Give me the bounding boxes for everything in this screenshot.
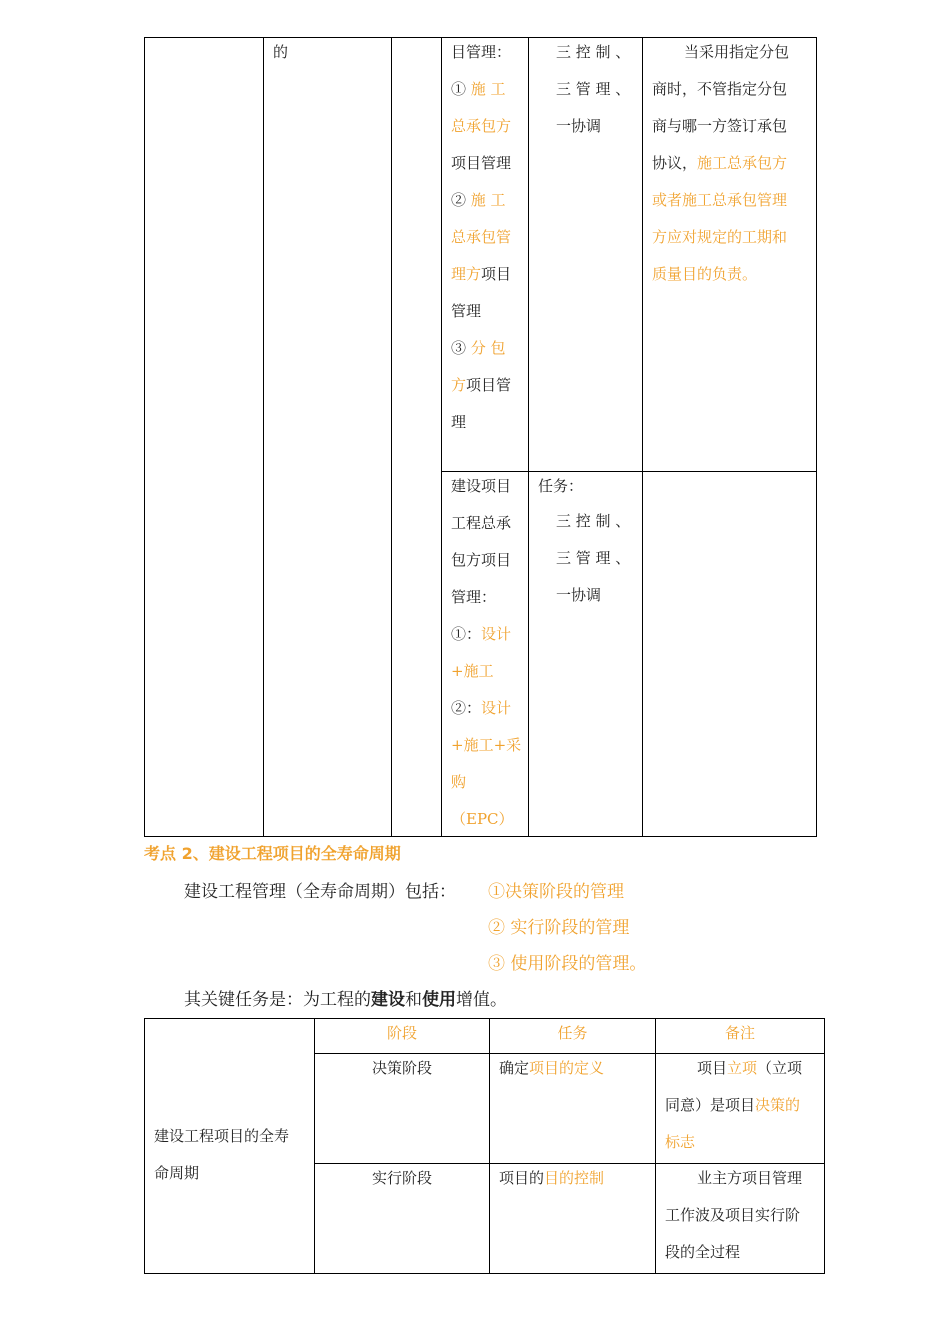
text-line: [451, 367, 531, 404]
header-remark: 备注: [724, 1024, 755, 1042]
text-line: [451, 468, 531, 505]
text-line: [451, 404, 531, 441]
text-segment: 目管理：: [451, 43, 512, 61]
lifecycle-item-3: ③ 使用阶段的管理。: [488, 954, 647, 974]
highlight-text: 项目的定义: [529, 1059, 605, 1077]
text-line: [652, 219, 818, 256]
text-line: 一协调: [556, 586, 602, 604]
text-segment: 商与哪一方签订承包: [652, 117, 788, 135]
lifecycle-table: [144, 1018, 824, 1274]
text-segment: 同意）是项目: [665, 1096, 756, 1114]
emphasis-text: 使用: [422, 990, 456, 1010]
column-divider: [655, 1018, 656, 1274]
highlight-text: 设计: [481, 699, 512, 717]
highlight-text: 总承包方: [451, 117, 512, 135]
highlight-text: 立项: [727, 1059, 758, 1077]
column-divider: [263, 37, 264, 837]
text-line: [652, 34, 818, 71]
text-segment: 商时，不管指定分包: [652, 80, 788, 98]
text-line: [652, 182, 818, 219]
stage-implementation: 实行阶段: [371, 1169, 432, 1187]
highlight-text: 或者施工总承包管理: [652, 191, 788, 209]
table-cell-epc-management: [451, 468, 531, 838]
text-line: [451, 108, 531, 145]
highlight-text: +施工: [451, 662, 494, 680]
highlight-text: 施工总承包方: [697, 154, 788, 172]
remark-implementation: [665, 1160, 825, 1271]
text-line: 一协调: [556, 117, 602, 135]
text-line: [665, 1234, 825, 1271]
highlight-text: 总承包管: [451, 228, 512, 246]
table-cell-management-types: [451, 34, 531, 441]
text-line: [451, 330, 531, 367]
key-task-text: [184, 985, 507, 1010]
text-line: [451, 801, 531, 838]
highlight-text: 购: [451, 773, 467, 791]
text-line: [665, 1087, 825, 1124]
header-task: 任务: [557, 1024, 588, 1042]
text-line: [451, 616, 531, 653]
text-segment: ①：: [451, 625, 482, 643]
highlight-text: 标志: [665, 1133, 696, 1151]
emphasis-text: 建设: [371, 990, 405, 1010]
text-line: [451, 579, 531, 616]
highlight-text: 质量目的负责。: [652, 265, 758, 283]
text-line: [499, 1160, 604, 1197]
lifecycle-item-2: ② 实行阶段的管理: [488, 918, 630, 938]
text-segment: 项目管理: [451, 154, 512, 172]
row-label: [154, 1118, 314, 1192]
table-border-left: [144, 1018, 145, 1274]
text-segment: 项目: [697, 1059, 728, 1077]
text-line: [451, 145, 531, 182]
text-line: [652, 71, 818, 108]
column-divider: [441, 37, 442, 837]
row-label-line: 建设工程项目的全寿: [154, 1127, 290, 1145]
task-implementation: [499, 1160, 604, 1197]
lifecycle-item-1: ①决策阶段的管理: [488, 882, 624, 902]
table-cell-task-label: 任务：: [538, 477, 584, 495]
project-management-table: [144, 37, 816, 837]
text-line: [665, 1124, 825, 1161]
text-line: 三 管 理 、: [556, 549, 631, 567]
highlight-text: 施 工: [470, 80, 506, 98]
text-segment: 工程总承: [451, 514, 512, 532]
text-segment: 项目的: [499, 1169, 545, 1187]
column-divider: [489, 1018, 490, 1274]
text-line: [652, 145, 818, 182]
table-cell-text: 的: [273, 43, 289, 61]
text-line: 三 控 制 、: [556, 512, 631, 530]
highlight-text: （EPC）: [451, 810, 514, 828]
text-segment: 业主方项目管理: [697, 1169, 803, 1187]
task-decision: [499, 1050, 604, 1087]
text-line: [451, 764, 531, 801]
text-line: [451, 256, 531, 293]
highlight-text: 目的控制: [544, 1169, 605, 1187]
text-segment: 管理：: [451, 588, 497, 606]
highlight-text: 决策的: [755, 1096, 801, 1114]
intro-text: 建设工程管理（全寿命周期）包括：: [184, 882, 456, 902]
text-segment: 包方项目: [451, 551, 512, 569]
highlight-text: 设计: [481, 625, 512, 643]
table-border-left: [144, 37, 145, 837]
text-segment: 段的全过程: [665, 1243, 741, 1261]
text-segment: ①: [451, 80, 471, 98]
text-segment: 确定: [499, 1059, 530, 1077]
text-line: [451, 727, 531, 764]
table-cell-tasks: [556, 503, 642, 614]
text-line: 三 管 理 、: [556, 80, 631, 98]
text-segment: 理: [451, 413, 467, 431]
text-line: [499, 1050, 604, 1087]
text-line: [451, 71, 531, 108]
highlight-text: 分 包: [470, 339, 506, 357]
text-line: [652, 256, 818, 293]
text-line: [451, 690, 531, 727]
table-border-bottom: [144, 1273, 825, 1274]
text-line: [665, 1050, 825, 1087]
text-line: [451, 653, 531, 690]
text-segment: 项目: [481, 265, 512, 283]
text-segment: 项目管: [466, 376, 512, 394]
text-segment: 其关键任务是：为工程的: [184, 990, 371, 1010]
text-segment: ②：: [451, 699, 482, 717]
text-line: [451, 219, 531, 256]
text-line: [451, 34, 531, 71]
highlight-text: +施工+采: [451, 736, 522, 754]
column-divider: [391, 37, 392, 837]
stage-decision: 决策阶段: [371, 1059, 432, 1077]
section-heading: 考点 2、建设工程项目的全寿命周期: [144, 844, 401, 863]
remark-decision: [665, 1050, 825, 1161]
text-segment: 增值。: [456, 990, 507, 1010]
text-line: [451, 293, 531, 330]
text-line: 三 控 制 、: [556, 43, 631, 61]
text-line: [665, 1160, 825, 1197]
text-segment: 协议，: [652, 154, 698, 172]
column-divider: [642, 37, 643, 837]
row-label-line: 命周期: [154, 1164, 200, 1182]
text-segment: ②: [451, 191, 471, 209]
text-segment: 和: [405, 990, 422, 1010]
table-cell-remarks: [652, 34, 818, 293]
highlight-text: 方应对规定的工期和: [652, 228, 788, 246]
table-cell-tasks: [556, 34, 642, 145]
text-segment: （立项: [757, 1059, 803, 1077]
text-segment: ③: [451, 339, 471, 357]
text-segment: 建设项目: [451, 477, 512, 495]
text-line: [451, 542, 531, 579]
highlight-text: 方: [451, 376, 467, 394]
text-segment: 当采用指定分包: [684, 43, 790, 61]
text-line: [451, 182, 531, 219]
text-segment: 工作波及项目实行阶: [665, 1206, 801, 1224]
highlight-text: 理方: [451, 265, 482, 283]
header-stage: 阶段: [386, 1024, 417, 1042]
text-line: [665, 1197, 825, 1234]
text-segment: 管理: [451, 302, 482, 320]
highlight-text: 施 工: [470, 191, 506, 209]
text-line: [451, 505, 531, 542]
text-line: [652, 108, 818, 145]
